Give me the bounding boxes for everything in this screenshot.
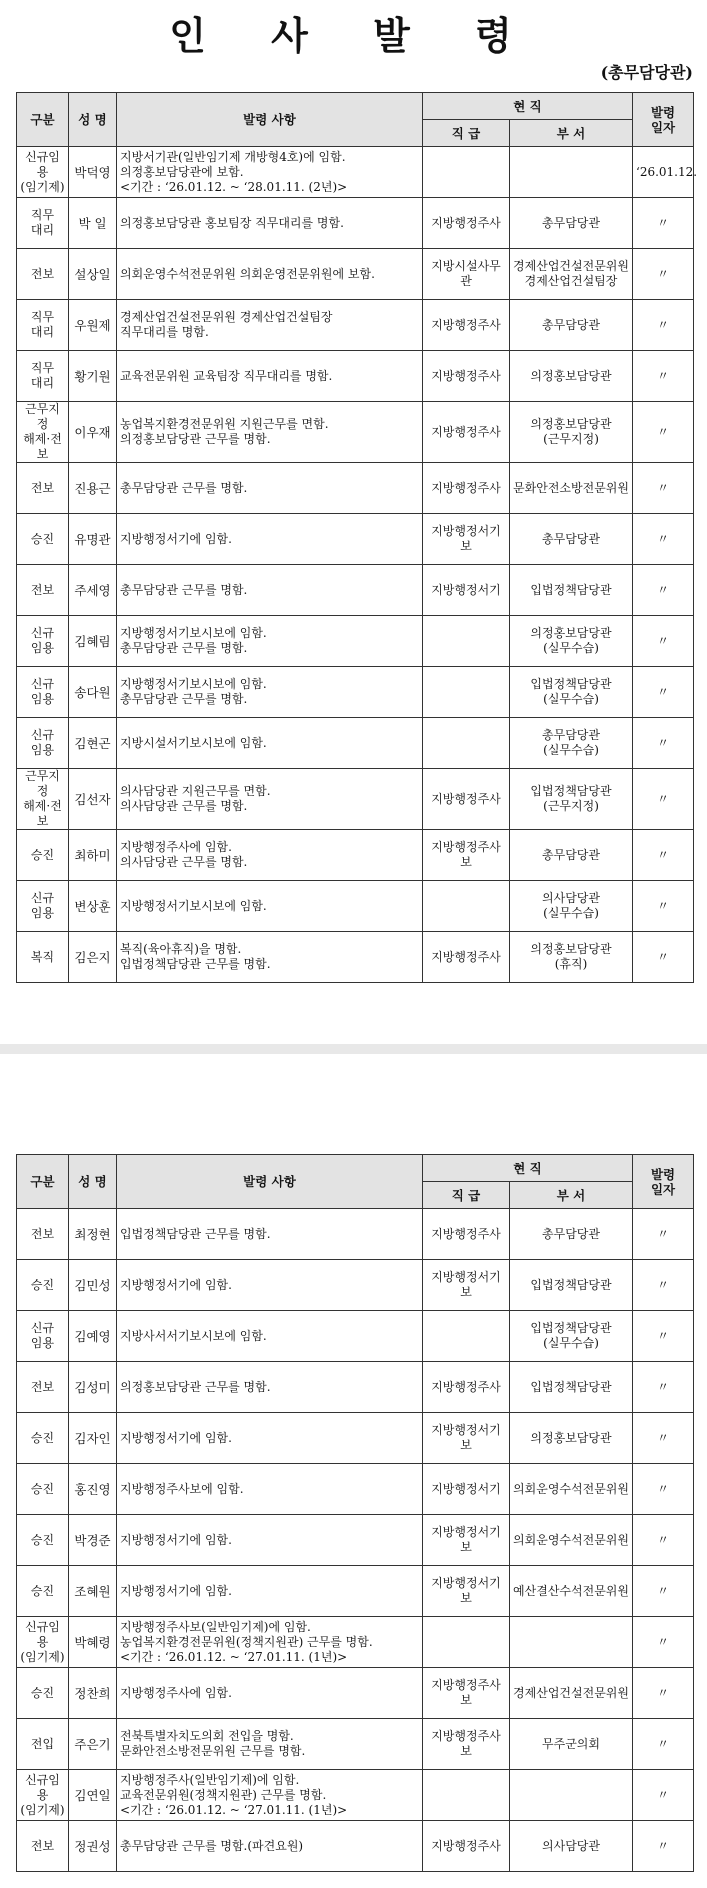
date-cell: 〃: [633, 1260, 694, 1311]
dept-cell: 의정홍보담당관: [510, 351, 633, 402]
category-cell: 신규 임용: [17, 718, 69, 769]
name-cell: 정권성: [69, 1821, 117, 1872]
details-cell: 총무담당관 근무를 명함.: [117, 463, 423, 514]
dept-cell: 입법정책담당관: [510, 1362, 633, 1413]
table-row: [17, 718, 694, 769]
category-cell: 전입: [17, 1719, 69, 1770]
date-cell: 〃: [633, 1821, 694, 1872]
name-cell: 김혜림: [69, 616, 117, 667]
dept-cell: 경제산업건설전문위원 경제산업건설팀장: [510, 249, 633, 300]
category-cell: 신규 임용: [17, 616, 69, 667]
dept-cell: 의정홍보담당관 (실무수습): [510, 616, 633, 667]
category-cell: 전보: [17, 1821, 69, 1872]
details-cell: 지방행정서기보시보에 임함. 총무담당관 근무를 명함.: [117, 616, 423, 667]
date-cell: 〃: [633, 830, 694, 881]
rank-cell: 지방행정서기: [423, 1464, 510, 1515]
date-cell: 〃: [633, 463, 694, 514]
date-cell: 〃: [633, 1311, 694, 1362]
dept-cell: 문화안전소방전문위원: [510, 463, 633, 514]
name-cell: 송다원: [69, 667, 117, 718]
dept-cell: 총무담당관: [510, 300, 633, 351]
rank-cell: 지방행정서기보: [423, 1566, 510, 1617]
category-cell: 승진: [17, 1566, 69, 1617]
name-cell: 김은지: [69, 932, 117, 983]
dept-cell: 입법정책담당관 (근무지정): [510, 769, 633, 830]
category-cell: 전보: [17, 565, 69, 616]
category-cell: 승진: [17, 830, 69, 881]
details-cell: 지방행정주사보에 임함.: [117, 1464, 423, 1515]
category-cell: 전보: [17, 1209, 69, 1260]
name-cell: 박혜령: [69, 1617, 117, 1668]
details-cell: 총무담당관 근무를 명함.(파견요원): [117, 1821, 423, 1872]
name-cell: 이우재: [69, 402, 117, 463]
name-cell: 최하미: [69, 830, 117, 881]
name-cell: 김민성: [69, 1260, 117, 1311]
table-row: [17, 1668, 694, 1719]
header-dept: 부 서: [510, 1182, 633, 1209]
table-row: [17, 300, 694, 351]
date-cell: 〃: [633, 1770, 694, 1821]
header-current-position: 현 직: [423, 93, 633, 120]
date-cell: 〃: [633, 565, 694, 616]
date-cell: 〃: [633, 1617, 694, 1668]
date-cell: 〃: [633, 249, 694, 300]
date-cell: 〃: [633, 300, 694, 351]
header-dept: 부 서: [510, 120, 633, 147]
dept-cell: 입법정책담당관: [510, 565, 633, 616]
table-row: [17, 1515, 694, 1566]
category-cell: 전보: [17, 463, 69, 514]
details-cell: 지방서기관(일반임기제 개방형4호)에 임함. 의정홍보담당관에 보함. <기간 : ‘26.01.12. ~ ‘28.01.11. (2년)>: [117, 147, 423, 198]
dept-cell: 의사담당관: [510, 1821, 633, 1872]
details-cell: 지방시설서기보시보에 임함.: [117, 718, 423, 769]
table-row: [17, 1209, 694, 1260]
details-cell: 의정홍보담당관 홍보팀장 직무대리를 명함.: [117, 198, 423, 249]
name-cell: 진용근: [69, 463, 117, 514]
dept-cell: 총무담당관 (실무수습): [510, 718, 633, 769]
details-cell: 지방행정서기에 임함.: [117, 1515, 423, 1566]
details-cell: 지방행정주사에 임함.: [117, 1668, 423, 1719]
category-cell: 전보: [17, 1362, 69, 1413]
name-cell: 박 일: [69, 198, 117, 249]
rank-cell: 지방행정주사: [423, 769, 510, 830]
details-cell: 의정홍보담당관 근무를 명함.: [117, 1362, 423, 1413]
name-cell: 최정현: [69, 1209, 117, 1260]
details-cell: 지방행정주사보(일반임기제)에 임함. 농업복지환경전문위원(정책지원관) 근무를 명함. <기간 : ‘26.01.12. ~ ‘27.01.11. (1년)>: [117, 1617, 423, 1668]
name-cell: 김성미: [69, 1362, 117, 1413]
rank-cell: [423, 881, 510, 932]
dept-cell: 의회운영수석전문위원: [510, 1515, 633, 1566]
rank-cell: 지방행정주사: [423, 932, 510, 983]
rank-cell: 지방시설사무관: [423, 249, 510, 300]
header-date: 발령 일자: [633, 1155, 694, 1209]
date-cell: 〃: [633, 769, 694, 830]
table-row: [17, 1362, 694, 1413]
dept-cell: 총무담당관: [510, 198, 633, 249]
name-cell: 박경준: [69, 1515, 117, 1566]
rank-cell: 지방행정서기보: [423, 1515, 510, 1566]
details-cell: 지방행정주사에 임함. 의사담당관 근무를 명함.: [117, 830, 423, 881]
details-cell: 총무담당관 근무를 명함.: [117, 565, 423, 616]
table-row: [17, 1821, 694, 1872]
category-cell: 신규 임용: [17, 881, 69, 932]
category-cell: 신규임용 (임기제): [17, 147, 69, 198]
name-cell: 홍진영: [69, 1464, 117, 1515]
dept-cell: 의회운영수석전문위원: [510, 1464, 633, 1515]
rank-cell: 지방행정서기: [423, 565, 510, 616]
date-cell: 〃: [633, 1668, 694, 1719]
rank-cell: [423, 667, 510, 718]
table-row: [17, 616, 694, 667]
category-cell: 전보: [17, 249, 69, 300]
category-cell: 승진: [17, 1413, 69, 1464]
category-cell: 승진: [17, 1515, 69, 1566]
header-details: 발령 사항: [117, 1155, 423, 1209]
details-cell: 지방행정서기에 임함.: [117, 1566, 423, 1617]
table-row: [17, 565, 694, 616]
rank-cell: 지방행정서기보: [423, 514, 510, 565]
table-row: [17, 147, 694, 198]
name-cell: 유명관: [69, 514, 117, 565]
table-row: [17, 932, 694, 983]
dept-cell: [510, 1770, 633, 1821]
dept-cell: 의정홍보담당관: [510, 1413, 633, 1464]
header-current-position: 현 직: [423, 1155, 633, 1182]
details-cell: 경제산업건설전문위원 경제산업건설팀장 직무대리를 명함.: [117, 300, 423, 351]
name-cell: 주세영: [69, 565, 117, 616]
table-row: [17, 514, 694, 565]
name-cell: 김현곤: [69, 718, 117, 769]
category-cell: 신규임용 (임기제): [17, 1617, 69, 1668]
name-cell: 김선자: [69, 769, 117, 830]
details-cell: 의사담당관 지원근무를 면함. 의사담당관 근무를 명함.: [117, 769, 423, 830]
table-row: [17, 830, 694, 881]
rank-cell: 지방행정주사보: [423, 830, 510, 881]
details-cell: 지방행정주사(일반임기제)에 임함. 교육전문위원(정책지원관) 근무를 명함. <기간 : ‘26.01.12. ~ ‘27.01.11. (1년)>: [117, 1770, 423, 1821]
details-cell: 지방사서서기보시보에 임함.: [117, 1311, 423, 1362]
dept-cell: 총무담당관: [510, 1209, 633, 1260]
rank-cell: [423, 147, 510, 198]
table-row: [17, 1311, 694, 1362]
header-rank: 직 급: [423, 1182, 510, 1209]
dept-cell: 총무담당관: [510, 514, 633, 565]
name-cell: 변상훈: [69, 881, 117, 932]
date-cell: 〃: [633, 667, 694, 718]
name-cell: 황기원: [69, 351, 117, 402]
name-cell: 설상일: [69, 249, 117, 300]
header-date: 발령 일자: [633, 93, 694, 147]
header-name: 성 명: [69, 1155, 117, 1209]
details-cell: 복직(육아휴직)을 명함. 입법정책담당관 근무를 명함.: [117, 932, 423, 983]
page-title: 인 사 발 령: [169, 13, 538, 58]
dept-cell: 입법정책담당관 (실무수습): [510, 667, 633, 718]
table-row: [17, 1260, 694, 1311]
date-cell: 〃: [633, 1362, 694, 1413]
name-cell: 주은기: [69, 1719, 117, 1770]
rank-cell: 지방행정주사: [423, 463, 510, 514]
details-cell: 지방행정서기보시보에 임함.: [117, 881, 423, 932]
date-cell: ‘26.01.12.: [633, 147, 694, 198]
category-cell: 승진: [17, 1260, 69, 1311]
issuing-department: (총무담당관): [600, 63, 693, 82]
table-row: [17, 249, 694, 300]
details-cell: 교육전문위원 교육팀장 직무대리를 명함.: [117, 351, 423, 402]
category-cell: 승진: [17, 1464, 69, 1515]
dept-cell: 의정홍보담당관 (근무지정): [510, 402, 633, 463]
details-cell: 의회운영수석전문위원 의회운영전문위원에 보함.: [117, 249, 423, 300]
header-category: 구분: [17, 1155, 69, 1209]
header-name: 성 명: [69, 93, 117, 147]
category-cell: 직무 대리: [17, 351, 69, 402]
date-cell: 〃: [633, 402, 694, 463]
date-cell: 〃: [633, 514, 694, 565]
category-cell: 직무 대리: [17, 300, 69, 351]
details-cell: 지방행정서기보시보에 임함. 총무담당관 근무를 명함.: [117, 667, 423, 718]
category-cell: 직무 대리: [17, 198, 69, 249]
rank-cell: [423, 1770, 510, 1821]
category-cell: 신규 임용: [17, 1311, 69, 1362]
category-cell: 근무지정 해제·전보: [17, 402, 69, 463]
table-body: [17, 147, 698, 983]
rank-cell: 지방행정주사보: [423, 1668, 510, 1719]
dept-cell: 의정홍보담당관 (휴직): [510, 932, 633, 983]
rank-cell: [423, 718, 510, 769]
name-cell: 김연일: [69, 1770, 117, 1821]
header-rank: 직 급: [423, 120, 510, 147]
rank-cell: 지방행정주사: [423, 1209, 510, 1260]
dept-cell: [510, 147, 633, 198]
table-row: [17, 351, 694, 402]
category-cell: 근무지정 해제·전보: [17, 769, 69, 830]
dept-cell: 예산결산수석전문위원: [510, 1566, 633, 1617]
dept-cell: 의사담당관 (실무수습): [510, 881, 633, 932]
category-cell: 신규임용 (임기제): [17, 1770, 69, 1821]
date-cell: 〃: [633, 1719, 694, 1770]
table-row: [17, 1770, 694, 1821]
date-cell: 〃: [633, 932, 694, 983]
table-row: [17, 1413, 694, 1464]
dept-cell: 경제산업건설전문위원: [510, 1668, 633, 1719]
date-cell: 〃: [633, 351, 694, 402]
dept-cell: 총무담당관: [510, 830, 633, 881]
details-cell: 농업복지환경전문위원 지원근무를 면함. 의정홍보담당관 근무를 명함.: [117, 402, 423, 463]
date-cell: 〃: [633, 198, 694, 249]
rank-cell: 지방행정주사: [423, 402, 510, 463]
name-cell: 조혜원: [69, 1566, 117, 1617]
name-cell: 우원제: [69, 300, 117, 351]
rank-cell: 지방행정주사: [423, 351, 510, 402]
dept-cell: [510, 1617, 633, 1668]
page-separator: [0, 1044, 707, 1054]
table-row: [17, 1566, 694, 1617]
table-row: [17, 769, 694, 830]
header-details: 발령 사항: [117, 93, 423, 147]
dept-cell: 입법정책담당관: [510, 1260, 633, 1311]
category-cell: 신규 임용: [17, 667, 69, 718]
personnel-table-page-1: [16, 92, 698, 983]
rank-cell: 지방행정주사: [423, 1362, 510, 1413]
details-cell: 전북특별자치도의회 전입을 명함. 문화안전소방전문위원 근무를 명함.: [117, 1719, 423, 1770]
table-row: [17, 402, 694, 463]
category-cell: 승진: [17, 1668, 69, 1719]
date-cell: 〃: [633, 1515, 694, 1566]
personnel-table-page-2: [16, 1154, 694, 1872]
table-row: [17, 881, 694, 932]
rank-cell: 지방행정주사보: [423, 1719, 510, 1770]
name-cell: 박덕영: [69, 147, 117, 198]
header-category: 구분: [17, 93, 69, 147]
rank-cell: 지방행정주사: [423, 198, 510, 249]
dept-cell: 무주군의회: [510, 1719, 633, 1770]
name-cell: 김자인: [69, 1413, 117, 1464]
table-row: [17, 1464, 694, 1515]
rank-cell: 지방행정주사: [423, 300, 510, 351]
table-body: [17, 1209, 694, 1872]
category-cell: 승진: [17, 514, 69, 565]
date-cell: 〃: [633, 1566, 694, 1617]
details-cell: 지방행정서기에 임함.: [117, 514, 423, 565]
table-row: [17, 1617, 694, 1668]
rank-cell: 지방행정서기보: [423, 1413, 510, 1464]
date-cell: 〃: [633, 718, 694, 769]
rank-cell: 지방행정서기보: [423, 1260, 510, 1311]
table-row: [17, 667, 694, 718]
details-cell: 지방행정서기에 임함.: [117, 1413, 423, 1464]
date-cell: 〃: [633, 616, 694, 667]
date-cell: 〃: [633, 1464, 694, 1515]
date-cell: 〃: [633, 881, 694, 932]
dept-cell: 입법정책담당관 (실무수습): [510, 1311, 633, 1362]
rank-cell: [423, 616, 510, 667]
details-cell: 지방행정서기에 임함.: [117, 1260, 423, 1311]
rank-cell: [423, 1311, 510, 1362]
name-cell: 정찬희: [69, 1668, 117, 1719]
category-cell: 복직: [17, 932, 69, 983]
date-cell: 〃: [633, 1413, 694, 1464]
date-cell: 〃: [633, 1209, 694, 1260]
details-cell: 입법정책담당관 근무를 명함.: [117, 1209, 423, 1260]
rank-cell: 지방행정주사: [423, 1821, 510, 1872]
table-row: [17, 463, 694, 514]
name-cell: 김예영: [69, 1311, 117, 1362]
table-row: [17, 1719, 694, 1770]
table-row: [17, 198, 694, 249]
rank-cell: [423, 1617, 510, 1668]
